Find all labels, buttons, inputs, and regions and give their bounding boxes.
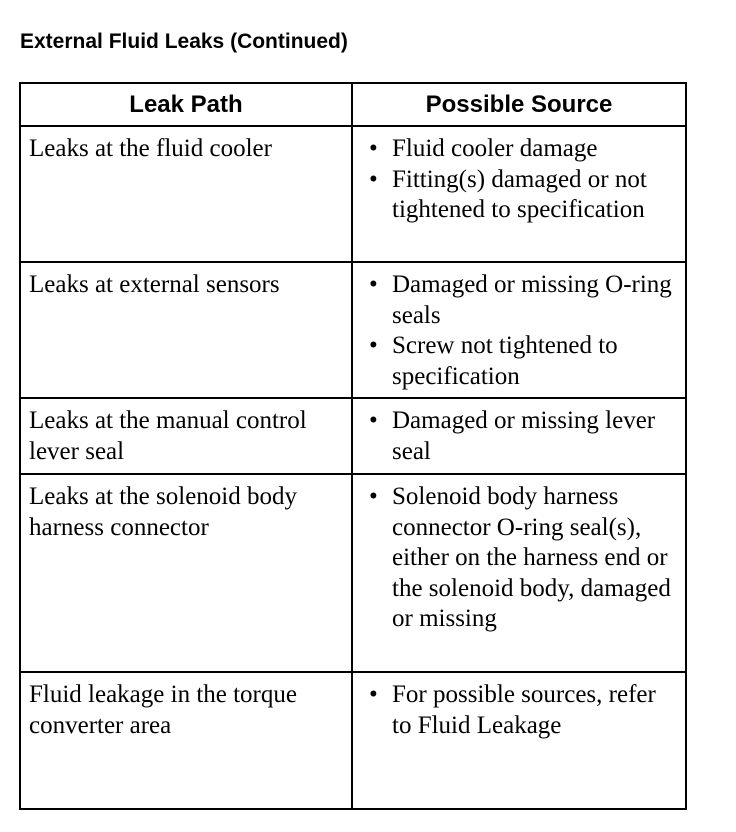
table-row — [20, 126, 686, 262]
source-item: • Damaged or missing lever seal — [392, 406, 677, 467]
source-list — [361, 482, 677, 635]
leak-path-text: Leaks at the manual control lever seal — [29, 407, 307, 465]
leak-path-cell — [20, 398, 352, 474]
table-row — [20, 672, 686, 809]
possible-source-cell — [352, 398, 686, 474]
source-list — [361, 406, 677, 467]
header-leak-path: Leak Path — [20, 83, 352, 126]
header-possible-source: Possible Source — [352, 83, 686, 126]
leak-path-cell — [20, 672, 352, 809]
leak-path-cell — [20, 262, 352, 398]
source-item: • Damaged or missing O-ring seals — [392, 270, 677, 331]
table-row — [20, 398, 686, 474]
source-item: • Fitting(s) damaged or not tightened to specification — [392, 165, 677, 226]
source-item: • Fluid cooler damage — [392, 134, 677, 165]
table-row — [20, 262, 686, 398]
table-row — [20, 474, 686, 672]
leak-table — [19, 82, 687, 810]
page-title: External Fluid Leaks (Continued) — [20, 30, 348, 53]
table-header-row — [20, 83, 686, 126]
source-item: • For possible sources, refer to Fluid Leakage — [392, 680, 677, 741]
source-item: • Screw not tightened to specification — [392, 331, 677, 392]
leak-path-text: Leaks at external sensors — [29, 271, 280, 298]
possible-source-cell — [352, 474, 686, 672]
source-list — [361, 270, 677, 392]
source-list — [361, 134, 677, 226]
source-item: • Solenoid body harness connector O-ring seal(s), either on the harness end or the solenoid body, damaged or missing — [392, 482, 677, 635]
leak-path-cell — [20, 126, 352, 262]
leak-path-cell — [20, 474, 352, 672]
possible-source-cell — [352, 262, 686, 398]
leak-path-text: Leaks at the solenoid body harness connector — [29, 483, 297, 541]
source-list — [361, 680, 677, 741]
possible-source-cell — [352, 672, 686, 809]
possible-source-cell — [352, 126, 686, 262]
leak-path-text: Fluid leakage in the torque converter area — [29, 681, 297, 739]
leak-path-text: Leaks at the fluid cooler — [29, 135, 272, 162]
